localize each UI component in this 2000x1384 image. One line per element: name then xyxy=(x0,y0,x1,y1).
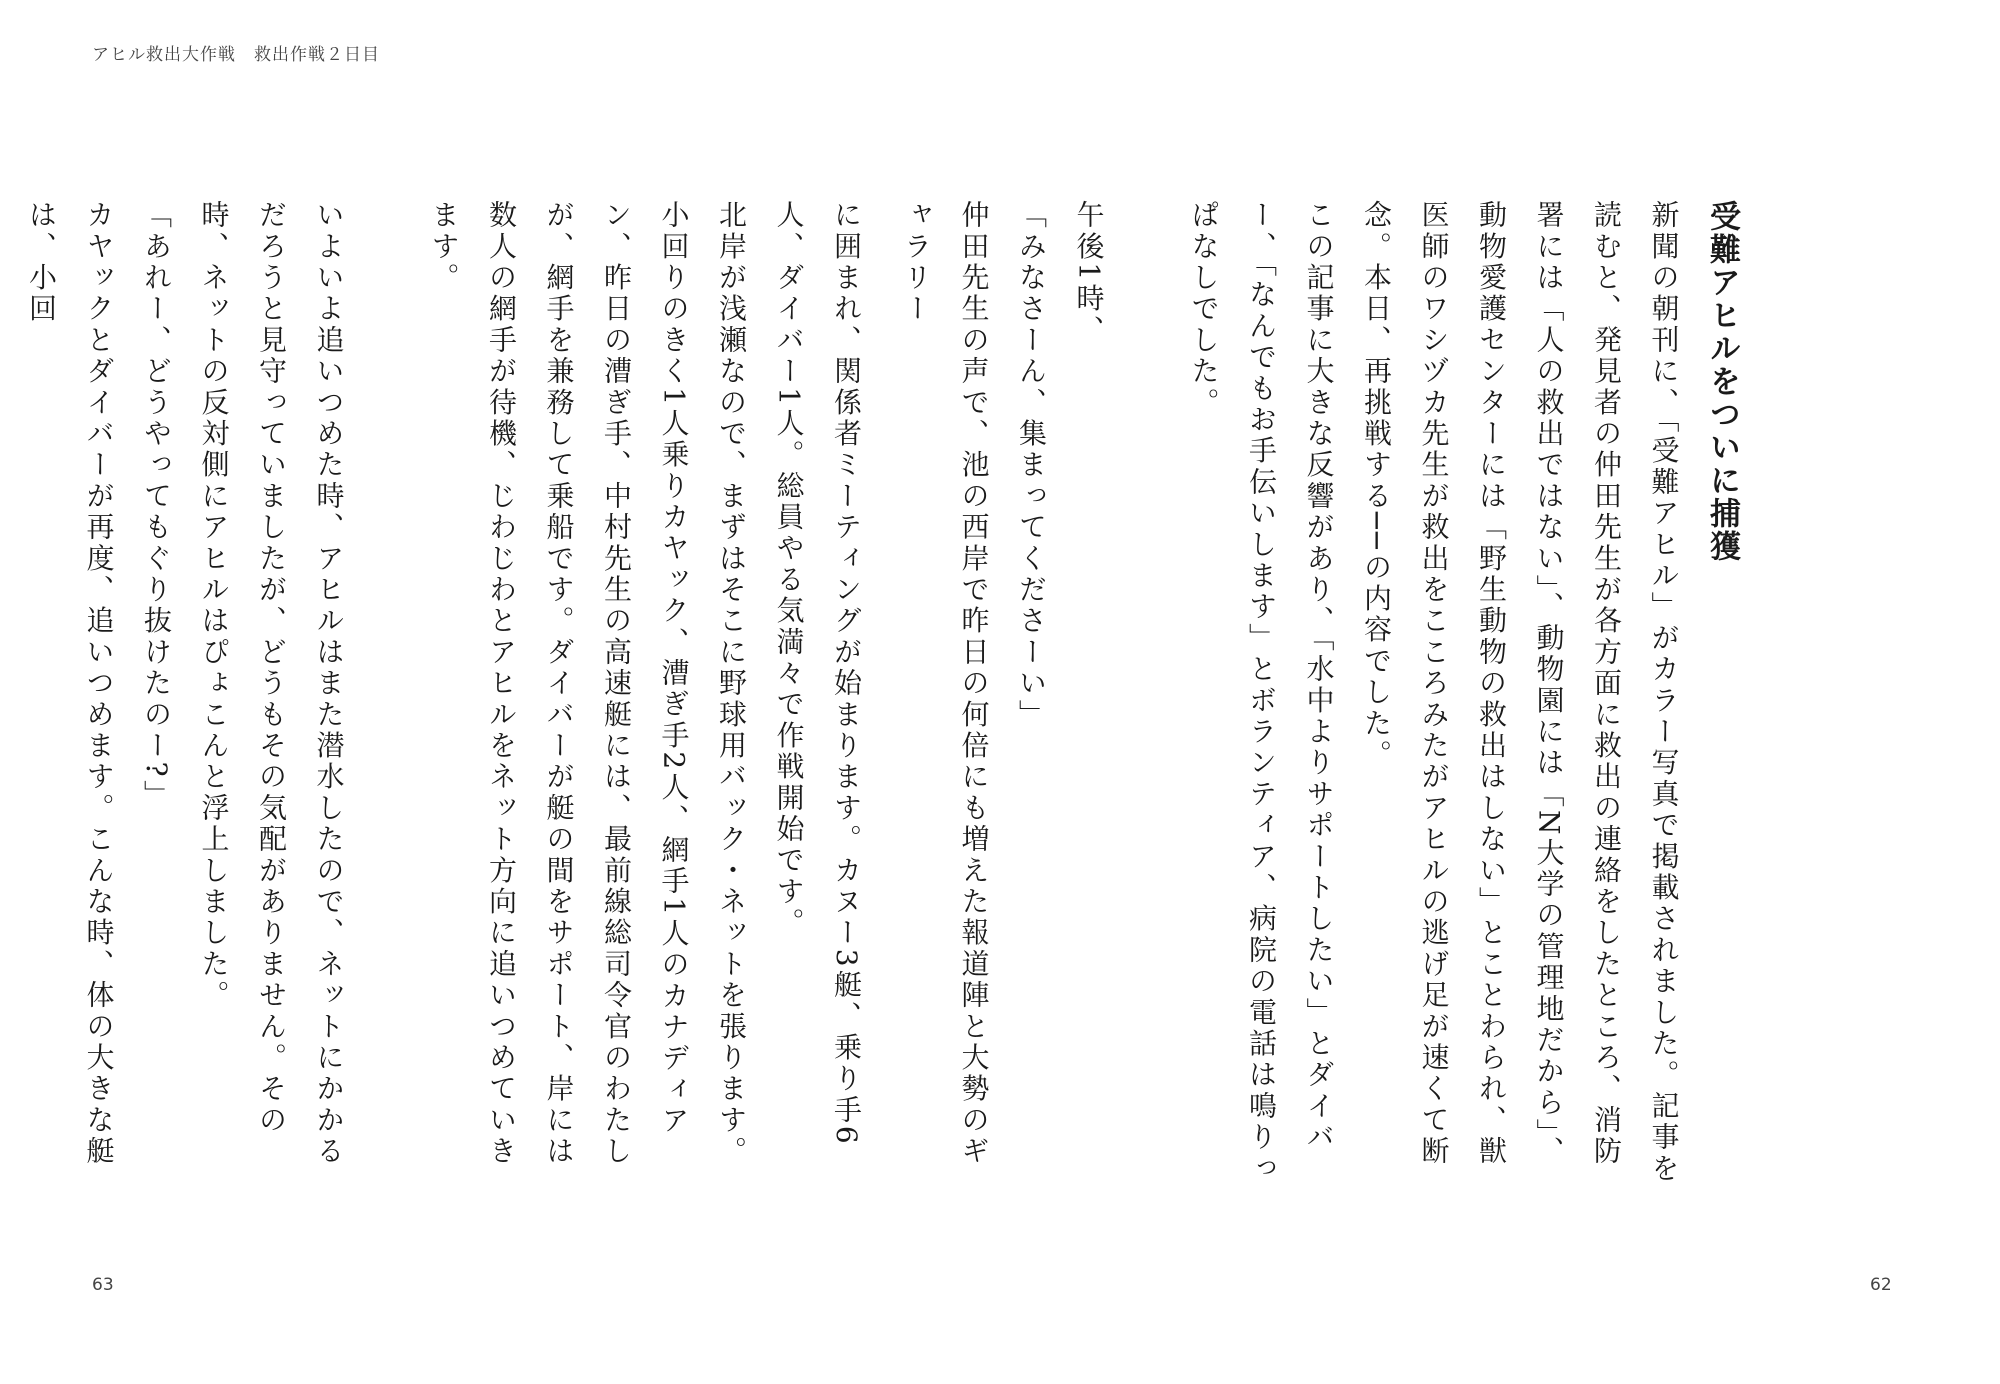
left-page-text xyxy=(25,200,875,1190)
paragraph: 午後1時、 xyxy=(1072,200,1106,346)
page-number-left: 63 xyxy=(92,1275,114,1295)
blank-line xyxy=(358,200,416,1190)
paragraph: 新聞の朝刊に、「受難アヒル」がカラー写真で掲載されました。記事を読むと、発見者の仲田先生が各方面に救出の連絡をしたところ、消防署には「人の救出ではない」、動物園には「N大学の管理地だから」、動物愛護センターには「野生動物の救出はしない」とことわられ、獣医師のワシヅカ先生が救出をこころみたがアヒルの逃げ足が速くて断念。本日、再挑戦する──の内容でした。 xyxy=(1360,200,1681,1185)
blank-line xyxy=(1118,200,1176,1190)
paragraph: いよいよ追いつめた時、アヒルはまた潜水したので、ネットにかかるだろうと見守っていましたが、どうもその気配がありません。その時、ネットの反対側にアヒルはぴょこんと浮上しました。 xyxy=(197,200,346,1168)
paragraph: この記事に大きな反響があり、「水中よりサポートしたい」とダイバー、「なんでもお手伝いします」とボランティア、病院の電話は鳴りっぱなしでした。 xyxy=(1187,200,1336,1185)
paragraph: カヤックとダイバーが再度、追いつめます。こんな時、体の大きな艇は、小回 xyxy=(25,200,116,1168)
paragraph: 仲田先生の声で、池の西岸で昨日の何倍にも増えた報道陣と大勢のギャラリー xyxy=(900,200,991,1168)
paragraph: 「みなさーん、集まってくださーい」 xyxy=(1015,200,1048,731)
section-heading: 受難アヒルをついに捕獲 xyxy=(1704,200,1740,563)
paragraph: 「あれー、どうやってもぐり抜けたのー?」 xyxy=(140,200,173,812)
running-header: アヒル救出大作戦 救出作戦２日目 xyxy=(92,45,380,65)
right-page-text xyxy=(900,200,1750,1190)
paragraph: に囲まれ、関係者ミーティングが始まります。カヌー3艇、乗り手6人、ダイバー1人。総員やる気満々で作戦開始です。 xyxy=(772,200,863,1147)
paragraph: 北岸が浅瀬なので、まずはそこに野球用バック・ネットを張ります。小回りのきく1人乗りカヤック、漕ぎ手2人、網手1人のカナディアン、昨日の漕ぎ手、中村先生の高速艇には、最前線総司令官のわたしが、網手を兼務して乗船です。ダイバーが艇の間をサポート、岸には数人の網手が待機、じわじわとアヒルをネット方向に追いつめていきます。 xyxy=(427,200,748,1168)
page-number-right: 62 xyxy=(1870,1275,1892,1295)
